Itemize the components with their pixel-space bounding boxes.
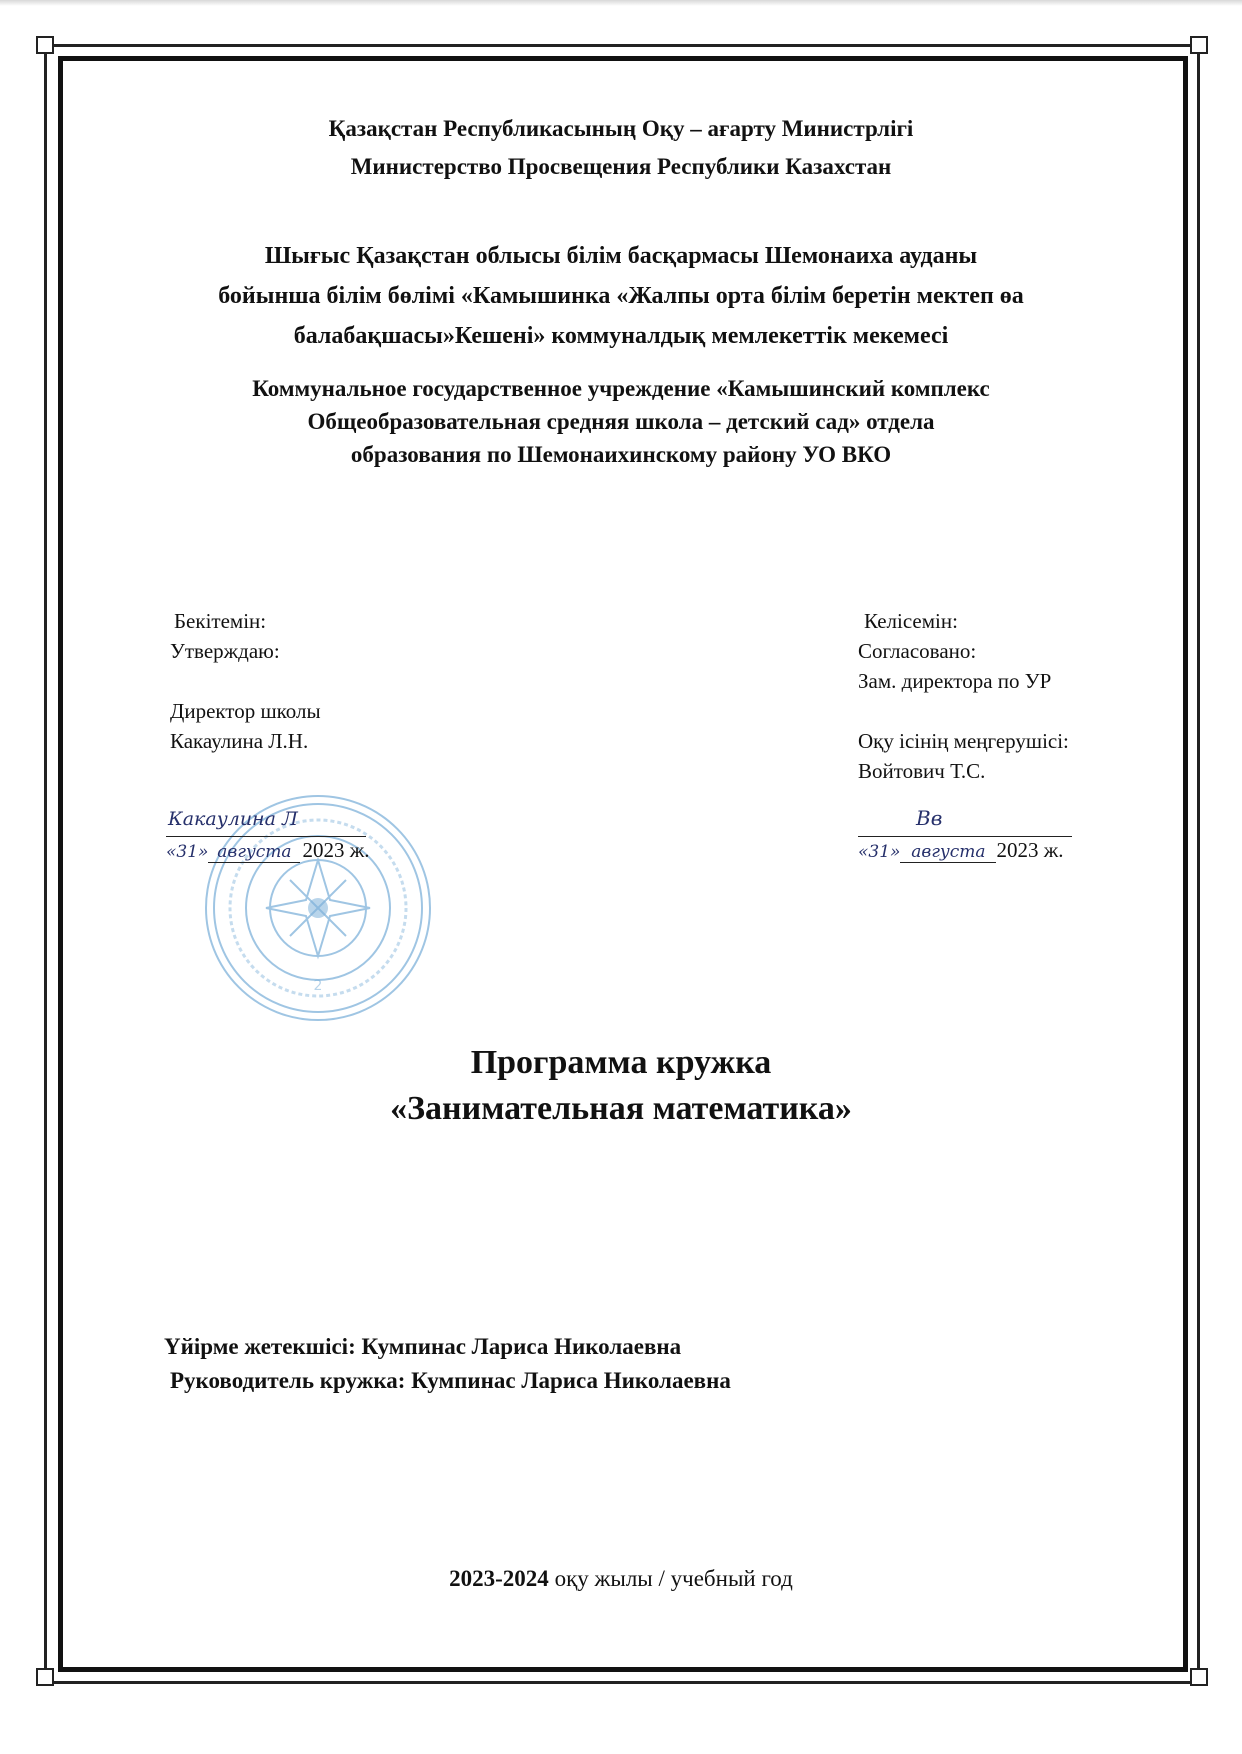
academic-year-years: 2023-2024 (449, 1566, 549, 1591)
leader-ru: Руководитель кружка: Кумпинас Лариса Николаевна (170, 1368, 731, 1393)
approve-date-day: «31» (166, 842, 209, 862)
program-title (130, 1040, 1112, 1132)
agree-signature-line (858, 836, 1072, 837)
scan-shadow (0, 0, 1242, 6)
program-title-line2: «Занимательная математика» (390, 1090, 852, 1127)
frame-corner-top-left (36, 36, 54, 54)
approve-signature-line (166, 836, 366, 837)
frame-corner-top-right (1190, 36, 1208, 54)
institution-kz-line1: Шығыс Қазақстан облысы білім басқармасы Шемонаиха ауданы (264, 243, 978, 269)
institution-ru-line1: Коммунальное государственное учреждение «Камышинский комплекс (252, 376, 990, 401)
frame-corner-bottom-right (1190, 1668, 1208, 1686)
approve-position: Директор школы (170, 699, 321, 723)
agree-date-year: 2023 ж. (996, 838, 1064, 862)
agree-date (858, 838, 1063, 863)
agree-label-kz: Келісемін: (864, 609, 958, 633)
institution-kz (130, 236, 1112, 356)
approve-date (166, 838, 369, 863)
agree-date-month: августа (900, 842, 996, 863)
frame-corner-bottom-left (36, 1668, 54, 1686)
approve-label-kz: Бекітемін: (174, 609, 267, 633)
program-title-line1: Программа кружка (470, 1044, 772, 1081)
agree-signature: Вв (916, 806, 943, 830)
agree-date-day: «31» (858, 842, 901, 862)
approve-date-month: августа (208, 842, 300, 863)
approve-name: Какаулина Л.Н. (170, 729, 309, 753)
ministry-header (130, 110, 1112, 186)
ministry-ru: Министерство Просвещения Республики Казахстан (350, 154, 892, 179)
institution-ru (130, 372, 1112, 471)
agree-position-ru: Зам. директора по УР (858, 669, 1052, 693)
agree-position-kz: Оқу ісінің меңгерушісі: (858, 729, 1069, 753)
agree-label-ru: Согласовано: (858, 639, 977, 663)
approve-block (170, 606, 321, 756)
ministry-kz: Қазақстан Республикасының Оқу – ағарту Министрлігі (328, 116, 914, 141)
svg-text:2: 2 (313, 978, 323, 994)
agree-block (858, 606, 1069, 786)
institution-ru-line2: Общеобразовательная средняя школа – детский сад» отдела (307, 409, 935, 434)
approve-label-ru: Утверждаю: (170, 639, 280, 663)
academic-year (130, 1566, 1112, 1592)
institution-kz-line2: бойынша білім бөлімі «Камышинка «Жалпы орта білім беретін мектеп өа (218, 283, 1024, 309)
leader-kz: Үйірме жетекшісі: Кумпинас Лариса Николаевна (164, 1334, 682, 1359)
institution-kz-line3: балабақшасы»Кешені» коммуналдық мемлекеттік мекемесі (293, 323, 949, 349)
approve-signature: Какаулина Л (168, 808, 298, 830)
agree-name: Войтович Т.С. (858, 759, 986, 783)
approve-date-year: 2023 ж. (302, 838, 370, 862)
academic-year-rest: оқу жылы / учебный год (548, 1566, 793, 1591)
institution-ru-line3: образования по Шемонаихинскому району УО ВКО (350, 442, 892, 467)
